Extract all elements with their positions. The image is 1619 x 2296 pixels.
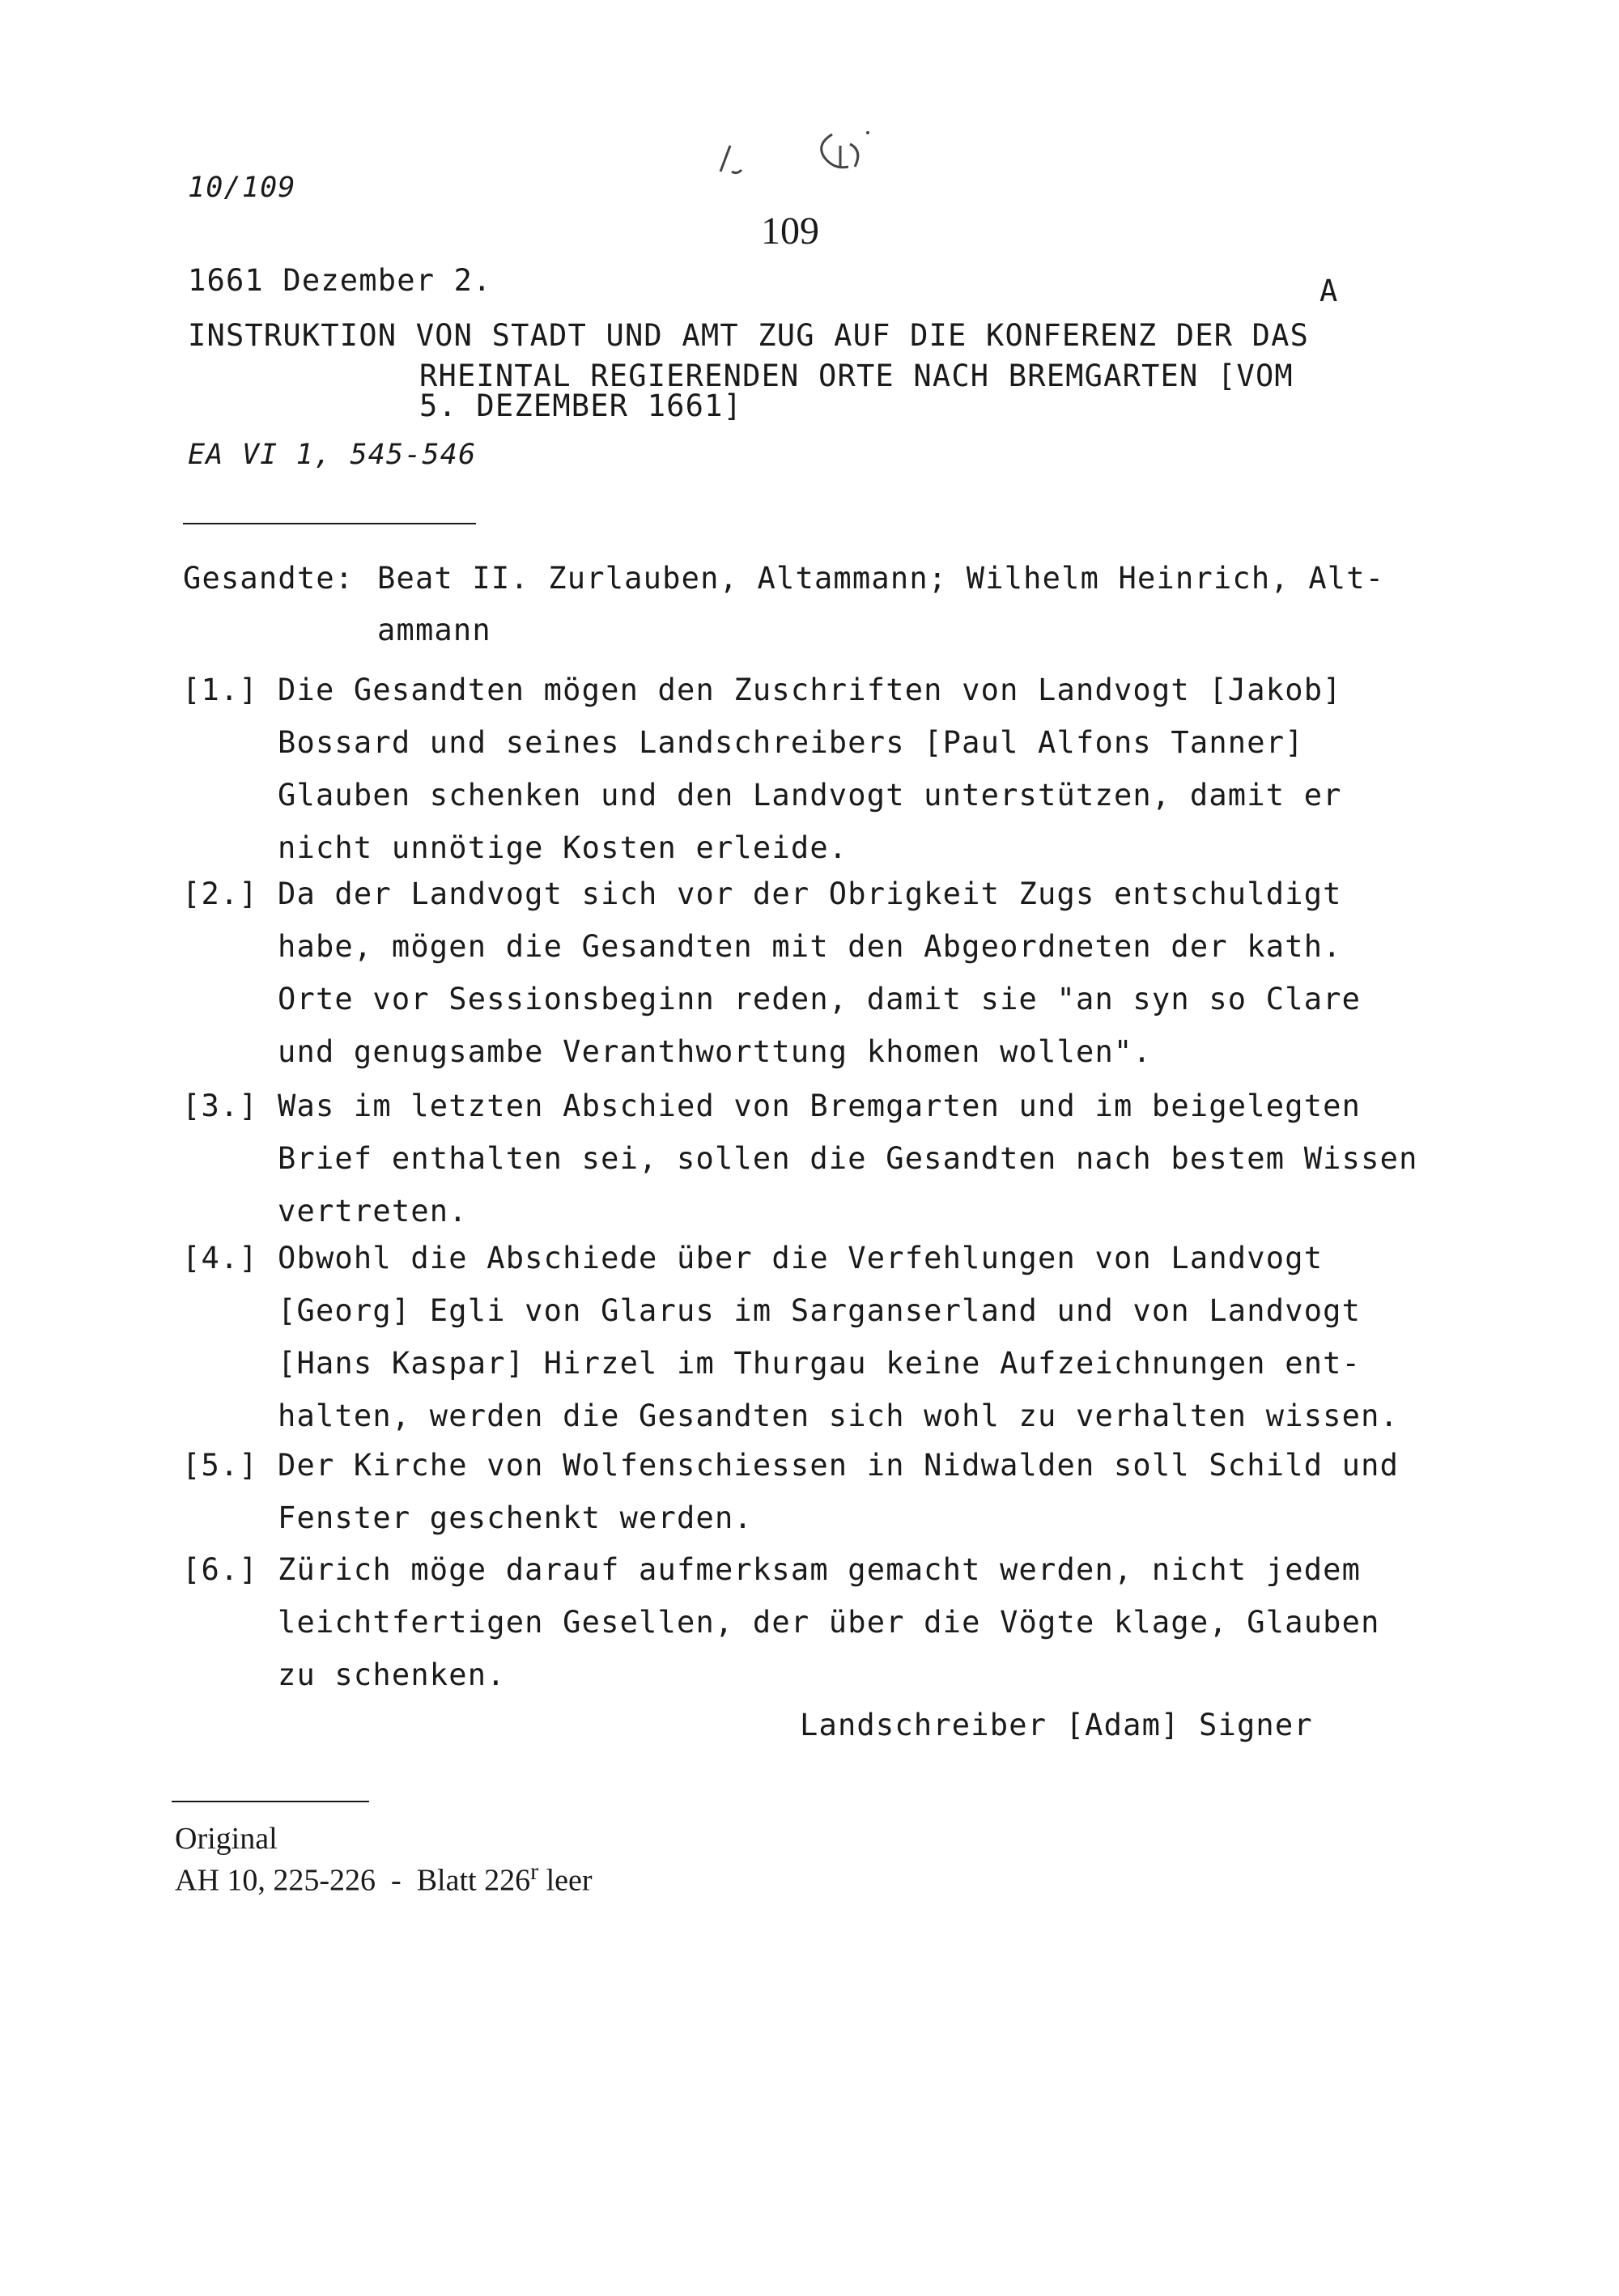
paragraph-line: halten, werden die Gesandten sich wohl zu verhalten wissen.	[278, 1398, 1400, 1433]
paragraph-line: Orte vor Sessionsbeginn reden, damit sie "an syn so Clare	[278, 982, 1362, 1016]
document-title-line-1: INSTRUKTION VON STADT UND AMT ZUG AUF DIE KONFERENZ DER DAS	[188, 318, 1310, 353]
paragraph-line: Da der Landvogt sich vor der Obrigkeit Zugs entschuldigt	[278, 876, 1342, 911]
paragraph-line: Zürich möge darauf aufmerksam gemacht werden, nicht jedem	[278, 1552, 1362, 1587]
paragraph-line: [Georg] Egli von Glarus im Sarganserland und von Landvogt	[278, 1293, 1362, 1328]
envoys-line-1: Beat II. Zurlauben, Altammann; Wilhelm Heinrich, Alt-	[377, 561, 1385, 596]
paragraph-number: [6.]	[182, 1552, 258, 1587]
envoys-line-2: ammann	[377, 613, 491, 647]
paragraph-line: Die Gesandten mögen den Zuschriften von Landvogt [Jakob]	[278, 673, 1342, 707]
paragraph-number: [4.]	[182, 1241, 258, 1275]
paragraph-line: vertreten.	[278, 1194, 468, 1229]
paragraph-number: [5.]	[182, 1448, 258, 1483]
paragraph-number: [3.]	[182, 1089, 258, 1123]
document-type-letter: A	[1319, 274, 1339, 308]
paragraph-number: [1.]	[182, 673, 258, 707]
footnote-original: Original	[175, 1822, 278, 1856]
paragraph-line: Brief enthalten sei, sollen die Gesandten nach bestem Wissen	[278, 1141, 1418, 1176]
page-number: 109	[761, 210, 819, 253]
handwritten-mark-icon	[712, 121, 890, 194]
header-divider	[183, 523, 476, 524]
handwritten-archive-note	[712, 121, 890, 197]
paragraph-line: Bossard und seines Landschreibers [Paul Alfons Tanner]	[278, 725, 1304, 760]
paragraph-line: Obwohl die Abschiede über die Verfehlungen von Landvogt	[278, 1241, 1324, 1275]
paragraph-line: Fenster geschenkt werden.	[278, 1500, 753, 1535]
document-title-line-2: RHEINTAL REGIERENDEN ORTE NACH BREMGARTEN [VOM	[419, 359, 1294, 393]
paragraph-line: zu schenken.	[278, 1657, 506, 1692]
paragraph-line: leichtfertigen Gesellen, der über die Vögte klage, Glauben	[278, 1605, 1380, 1640]
document-code: 10/109	[188, 172, 296, 204]
paragraph-line: Glauben schenken und den Landvogt unterstützen, damit er	[278, 778, 1342, 813]
signature: Landschreiber [Adam] Signer	[800, 1708, 1313, 1742]
document-date: 1661 Dezember 2.	[188, 263, 492, 298]
footnote-archive-suffix: leer	[538, 1863, 593, 1898]
paragraph-line: Was im letzten Abschied von Bremgarten und im beigelegten	[278, 1089, 1362, 1123]
paragraph-line: und genugsambe Veranthworttung khomen wollen".	[278, 1034, 1152, 1069]
footnote-superscript: r	[530, 1858, 539, 1885]
footnote-archive-reference	[175, 1858, 593, 1899]
document-title-line-3: 5. DEZEMBER 1661]	[419, 388, 743, 423]
paragraph-line: nicht unnötige Kosten erleide.	[278, 830, 848, 865]
footnote-archive-text: AH 10, 225-226 - Blatt 226	[175, 1863, 531, 1898]
paragraph-line: habe, mögen die Gesandten mit den Abgeordneten der kath.	[278, 929, 1342, 964]
paragraph-line: Der Kirche von Wolfenschiessen in Nidwalden soll Schild und	[278, 1448, 1400, 1483]
paragraph-number: [2.]	[182, 876, 258, 911]
envoys-label: Gesandte:	[183, 561, 355, 596]
source-reference: EA VI 1, 545-546	[188, 439, 477, 471]
footnote-divider	[172, 1801, 369, 1802]
paragraph-line: [Hans Kaspar] Hirzel im Thurgau keine Aufzeichnungen ent-	[278, 1346, 1362, 1381]
